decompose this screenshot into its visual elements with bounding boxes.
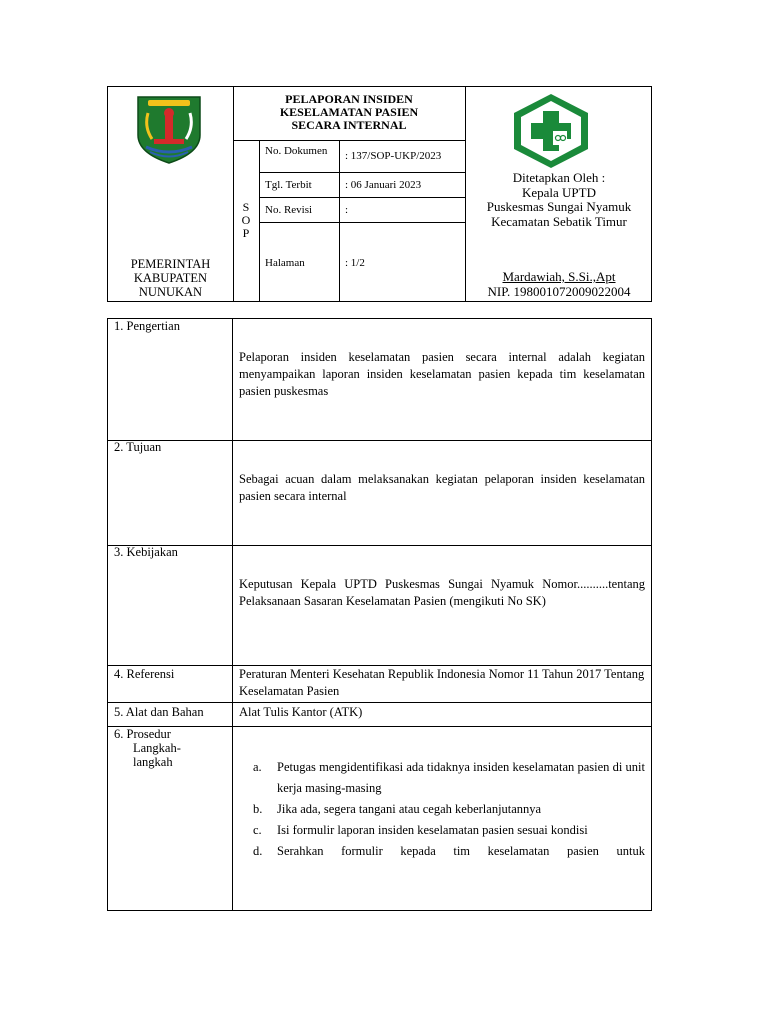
procedure-list [239, 757, 645, 862]
section-label-prosedur: 6. Prosedur Langkah- langkah [114, 727, 181, 769]
revision-label: No. Revisi [265, 204, 313, 216]
page-value: : 1/2 [345, 257, 365, 269]
section-label-alat-bahan: 5. Alat dan Bahan [114, 705, 204, 719]
doc-number-label: No. Dokumen [265, 145, 328, 157]
signer-block [465, 270, 653, 299]
issue-date-label: Tgl. Terbit [265, 179, 312, 191]
procedure-step: d. Serahkan formulir kepada tim keselamatan pasien untuk [253, 844, 645, 858]
org-name: PEMERINTAH KABUPATEN NUNUKAN [130, 257, 211, 299]
section-text-tujuan: Sebagai acuan dalam melaksanakan kegiatan pelaporan insiden keselamatan pasien secara internal [239, 472, 645, 503]
section-label-referensi: 4. Referensi [114, 667, 175, 681]
procedure-step: a. Petugas mengidentifikasi ada tidaknya insiden keselamatan pasien di unit kerja masing-masing [253, 760, 645, 795]
puskesmas-logo-icon [509, 91, 593, 171]
divider [108, 702, 651, 703]
issue-date-value: : 06 Januari 2023 [345, 179, 422, 191]
divider [259, 197, 465, 198]
revision-value: : [345, 204, 349, 216]
divider [259, 140, 260, 301]
divider [108, 545, 651, 546]
sop-body-table [107, 318, 652, 911]
section-text-kebijakan: Keputusan Kepala UPTD Puskesmas Sungai Nyamuk Nomor..........tentang Pelaksanaan Sasaran Keselamatan Pasien (mengikuti No SK) [239, 577, 645, 608]
sop-label: S O P [241, 200, 251, 240]
section-label-kebijakan: 3. Kebijakan [114, 545, 178, 559]
divider [108, 440, 651, 441]
divider [232, 319, 233, 910]
section-text-alat-bahan: Alat Tulis Kantor (ATK) [239, 705, 363, 719]
procedure-step: b. Jika ada, segera tangani atau cegah keberlanjutannya [253, 802, 542, 816]
procedure-step: c. Isi formulir laporan insiden keselamatan pasien sesuai kondisi [253, 823, 588, 837]
signer-name: Mardawiah, S.Si.,Apt [502, 269, 616, 284]
divider [339, 140, 340, 301]
section-text-referensi: Peraturan Menteri Kesehatan Republik Indonesia Nomor 11 Tahun 2017 Tentang Keselamatan Pasien [239, 667, 645, 698]
section-text-pengertian: Pelaporan insiden keselamatan pasien secara internal adalah kegiatan menyampaikan laporan insiden keselamatan pasien kepada tim keselamatan pasien puskesmas [239, 350, 645, 398]
document-title: PELAPORAN INSIDEN KESELAMATAN PASIEN SECARA INTERNAL [279, 92, 419, 132]
divider [108, 726, 651, 727]
section-label-pengertian: 1. Pengertian [114, 319, 180, 333]
divider [233, 140, 465, 141]
approval-block: Ditetapkan Oleh : Kepala UPTD Puskesmas Sungai Nyamuk Kecamatan Sebatik Timur [486, 170, 632, 229]
divider [259, 222, 465, 223]
header-table [107, 86, 652, 302]
signer-nip: NIP. 198001072009022004 [487, 283, 631, 299]
doc-number-value: : 137/SOP-UKP/2023 [345, 150, 442, 162]
section-label-tujuan: 2. Tujuan [114, 440, 162, 454]
divider [259, 172, 465, 173]
page-label: Halaman [265, 257, 305, 269]
nunukan-emblem-icon [134, 91, 204, 165]
